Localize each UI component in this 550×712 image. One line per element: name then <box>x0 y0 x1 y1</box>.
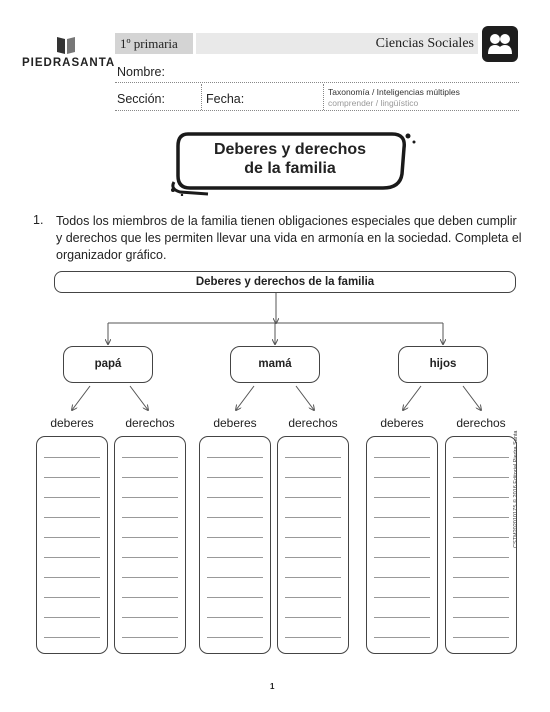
writing-line <box>44 597 100 598</box>
writing-line <box>207 497 263 498</box>
writing-line <box>374 597 430 598</box>
writing-line <box>285 637 341 638</box>
taxonomy-label: Taxonomía / Inteligencias múltiples <box>328 87 460 97</box>
node-hijos: hijos <box>398 346 488 383</box>
writing-line <box>44 537 100 538</box>
writing-line <box>122 597 178 598</box>
exercise-instruction: Todos los miembros de la familia tienen obligaciones especiales que deben cumplir y derechos que les permiten llevar una vida en armonía en la sociedad. Completa el organizador gráfico. <box>56 214 522 262</box>
writing-line <box>207 637 263 638</box>
organizer-root: Deberes y derechos de la familia <box>54 271 516 293</box>
writing-line <box>453 637 509 638</box>
writing-line <box>122 577 178 578</box>
writing-line <box>122 477 178 478</box>
writing-line <box>122 517 178 518</box>
writing-line <box>44 577 100 578</box>
column-label: derechos <box>125 416 175 430</box>
writing-line <box>207 597 263 598</box>
writing-line <box>207 557 263 558</box>
writing-line <box>374 457 430 458</box>
writing-line <box>374 537 430 538</box>
writing-line <box>285 597 341 598</box>
column-label: deberes <box>213 416 257 430</box>
writing-line <box>453 457 509 458</box>
writing-line <box>285 457 341 458</box>
taxonomy-values: comprender / lingüístico <box>328 98 419 108</box>
writing-line <box>285 517 341 518</box>
writing-line <box>374 637 430 638</box>
date-label: Fecha: <box>206 92 245 106</box>
answer-box-hijos-deberes[interactable] <box>366 436 438 654</box>
writing-line <box>374 497 430 498</box>
section-label: Sección: <box>117 92 165 106</box>
writing-line <box>285 537 341 538</box>
writing-line <box>122 617 178 618</box>
writing-line <box>453 497 509 498</box>
node-papa: papá <box>63 346 153 383</box>
writing-line <box>453 617 509 618</box>
writing-line <box>285 617 341 618</box>
subject-label: Ciencias Sociales <box>375 36 474 51</box>
column-label: deberes <box>50 416 94 430</box>
copyright-note: CSTM2020101Z5 © 2016 Editorial Piedra Santa <box>513 430 519 548</box>
exercise-number: 1. <box>33 213 44 227</box>
writing-line <box>374 517 430 518</box>
writing-line <box>285 577 341 578</box>
writing-line <box>374 577 430 578</box>
writing-line <box>207 617 263 618</box>
page-number: 1 <box>270 682 275 691</box>
answer-box-mama-derechos[interactable] <box>277 436 349 654</box>
writing-line <box>207 457 263 458</box>
writing-line <box>44 517 100 518</box>
writing-line <box>44 637 100 638</box>
writing-line <box>453 577 509 578</box>
writing-line <box>453 557 509 558</box>
grade-label: 1º primaria <box>120 36 178 51</box>
writing-line <box>453 597 509 598</box>
answer-box-mama-deberes[interactable] <box>199 436 271 654</box>
column-label: deberes <box>380 416 424 430</box>
worksheet-title-line2: de la familia <box>244 160 336 177</box>
writing-line <box>207 577 263 578</box>
writing-line <box>44 477 100 478</box>
writing-line <box>207 477 263 478</box>
writing-line <box>453 477 509 478</box>
worksheet-title-line1: Deberes y derechos <box>213 141 367 158</box>
writing-line <box>44 617 100 618</box>
answer-box-papa-deberes[interactable] <box>36 436 108 654</box>
writing-line <box>207 537 263 538</box>
writing-line <box>122 637 178 638</box>
writing-line <box>374 557 430 558</box>
writing-line <box>122 457 178 458</box>
column-label: derechos <box>288 416 338 430</box>
answer-box-papa-derechos[interactable] <box>114 436 186 654</box>
writing-line <box>44 557 100 558</box>
writing-line <box>44 457 100 458</box>
column-label: derechos <box>456 416 506 430</box>
writing-line <box>207 517 263 518</box>
answer-box-hijos-derechos[interactable] <box>445 436 517 654</box>
writing-line <box>453 537 509 538</box>
writing-line <box>374 617 430 618</box>
writing-line <box>374 477 430 478</box>
writing-line <box>122 537 178 538</box>
node-mama: mamá <box>230 346 320 383</box>
writing-line <box>453 517 509 518</box>
writing-line <box>44 497 100 498</box>
writing-line <box>122 497 178 498</box>
name-label: Nombre: <box>117 65 165 79</box>
writing-line <box>122 557 178 558</box>
writing-line <box>285 557 341 558</box>
publisher-logo: PIEDRASANTA <box>22 57 116 69</box>
writing-line <box>285 477 341 478</box>
writing-line <box>285 497 341 498</box>
